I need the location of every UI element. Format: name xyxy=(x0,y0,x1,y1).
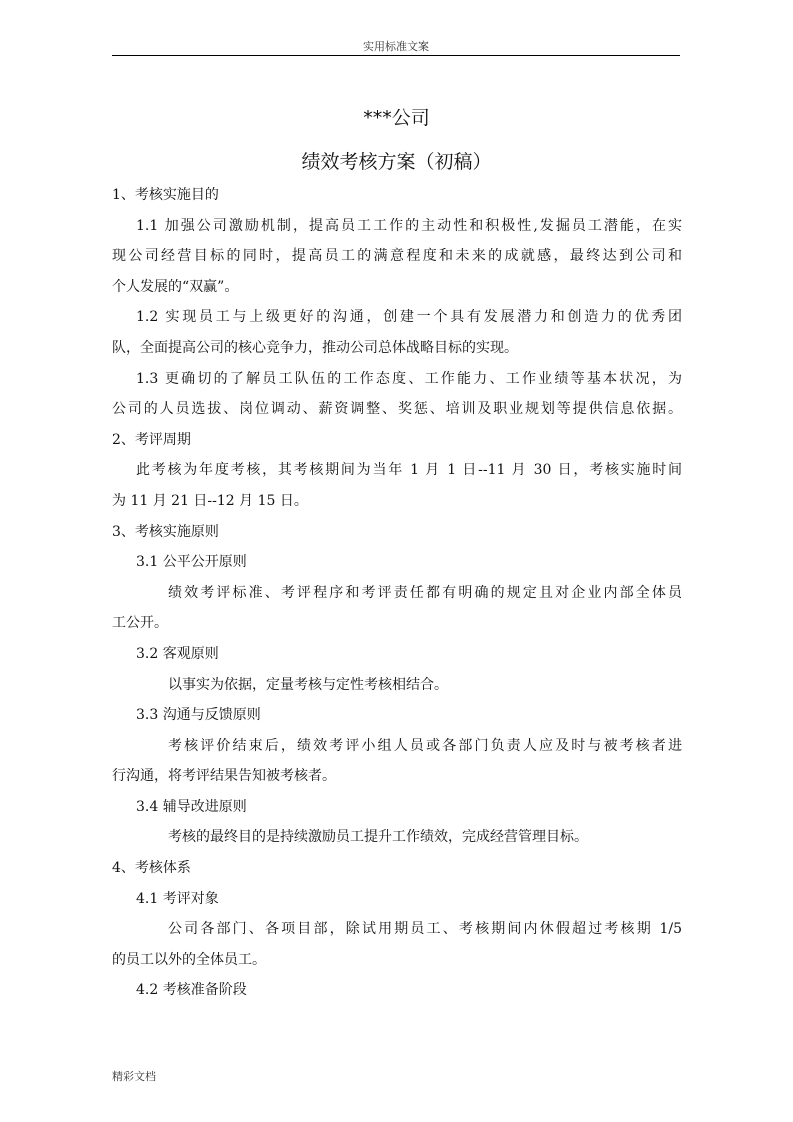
section-heading-3: 3、考核实施原则 xyxy=(112,523,219,540)
paragraph-line: 此考核为年度考核，其考核期间为当年 1 月 1 日--11 月 30 日，考核实施时间 xyxy=(136,462,682,479)
subsection-heading: 3.4 辅导改进原则 xyxy=(136,798,247,815)
page-footer: 精彩文档 xyxy=(112,1070,156,1083)
header-divider xyxy=(112,55,680,56)
subsection-heading: 3.2 客观原则 xyxy=(136,645,219,662)
section-heading-1: 1、考核实施目的 xyxy=(112,187,219,203)
paragraph-line: 队，全面提高公司的核心竞争力，推动公司总体战略目标的实现。 xyxy=(112,339,518,356)
paragraph-line: 为 11 月 21 日--12 月 15 日。 xyxy=(112,492,308,509)
section-heading-4: 4、考核体系 xyxy=(112,860,191,877)
paragraph-line: 公司各部门、各项目部，除试用期员工、考核期间内休假超过考核期 1/5 xyxy=(168,921,682,938)
paragraph-line: 以事实为依据，定量考核与定性考核相结合。 xyxy=(168,676,448,693)
paragraph-line: 的员工以外的全体员工。 xyxy=(112,951,266,968)
paragraph-line: 考核的最终目的是持续激励员工提升工作绩效，完成经营管理目标。 xyxy=(168,829,588,846)
paragraph-line: 公司的人员选拔、岗位调动、薪资调整、奖惩、培训及职业规划等提供信息依据。 xyxy=(112,401,682,418)
paragraph-line: 行沟通，将考评结果告知被考核者。 xyxy=(112,768,336,785)
section-heading-2: 2、考评周期 xyxy=(112,431,191,448)
document-title: 绩效考核方案（初稿） xyxy=(301,151,492,173)
paragraph-line: 1.3 更确切的了解员工队伍的工作态度、工作能力、工作业绩等基本状况，为 xyxy=(136,370,682,387)
paragraph-line: 绩效考评标准、考评程序和考评责任都有明确的规定且对企业内部全体员 xyxy=(168,584,682,601)
subsection-heading: 4.1 考评对象 xyxy=(136,890,219,907)
paragraph-line: 现公司经营目标的同时，提高员工的满意程度和未来的成就感，最终达到公司和 xyxy=(112,248,682,265)
page-header: 实用标准文案 xyxy=(363,40,429,53)
paragraph-line: 工公开。 xyxy=(112,615,168,632)
paragraph-line: 考核评价结束后，绩效考评小组人员或各部门负责人应及时与被考核者进 xyxy=(168,737,682,754)
document-body xyxy=(112,180,682,1006)
paragraph-line: 个人发展的“双赢”。 xyxy=(112,278,239,295)
subsection-heading: 3.1 公平公开原则 xyxy=(136,554,247,571)
subsection-heading: 3.3 沟通与反馈原则 xyxy=(136,707,261,724)
paragraph-line: 1.2 实现员工与上级更好的沟通，创建一个具有发展潜力和创造力的优秀团 xyxy=(136,309,682,326)
subsection-heading: 4.2 考核准备阶段 xyxy=(136,982,247,999)
paragraph-line: 1.1 加强公司激励机制，提高员工工作的主动性和积极性,发掘员工潜能，在实 xyxy=(136,217,682,234)
company-title: ***公司 xyxy=(363,107,430,129)
